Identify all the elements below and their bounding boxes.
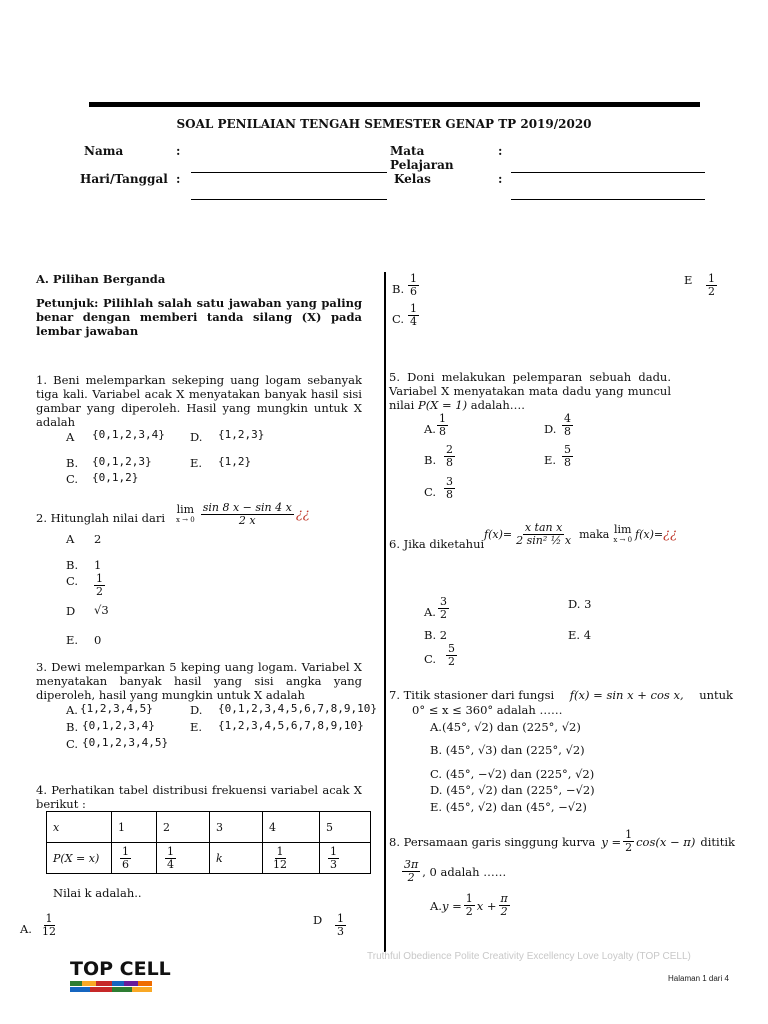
question-4-prompt: Nilai k adalah.. — [53, 886, 142, 900]
num: 1 — [276, 844, 284, 858]
den: 8 — [446, 456, 453, 469]
cell — [157, 843, 210, 874]
logo-graphic — [70, 955, 171, 995]
cell: 3 — [210, 812, 263, 843]
option-label: C. — [424, 652, 437, 666]
option-label: A. — [20, 922, 32, 936]
option-2c[interactable] — [92, 573, 107, 598]
option-label: E. — [66, 633, 79, 647]
column-divider — [384, 272, 386, 952]
q7-untuk: untuk — [699, 688, 733, 702]
option-7c[interactable]: C. (45°, −√2) dan (225°, √2) — [430, 767, 595, 781]
num: 3 — [446, 475, 453, 488]
lim-word: lim — [176, 502, 195, 516]
den: 12 — [273, 857, 287, 871]
q5-text: 5. Doni melakukan pelemparan sebuah dadu. Variabel X menyatakan mata dadu yang muncul nilai — [389, 370, 671, 412]
cell — [320, 843, 371, 874]
option-label: A. — [424, 422, 436, 436]
option-1c[interactable]: {0,1,2} — [92, 471, 139, 484]
distribution-table — [46, 811, 371, 874]
option-1e[interactable]: {1,2} — [218, 455, 252, 468]
table-row — [47, 843, 371, 874]
q8-y: y = — [601, 834, 622, 849]
den: 2 — [625, 841, 633, 854]
q7-fx: f(x) = sin x + cos x, — [569, 688, 684, 702]
q7-range: 0° ≤ x ≤ 360° adalah …… — [412, 703, 563, 717]
num: 1 — [45, 912, 53, 925]
lim-sub: x → 0 — [613, 535, 633, 544]
question-3: 3. Dewi melemparkan 5 keping uang logam. Variabel X menyatakan banyak hasil yang sisi angka yang diperoleh, hasil yang mungkin untuk X adalah — [36, 660, 362, 702]
option-label: C. — [424, 485, 437, 499]
question-8 — [389, 829, 735, 854]
den: 2 — [407, 871, 415, 884]
limit-expression — [176, 502, 310, 527]
option-3b[interactable]: {0,1,2,3,4} — [82, 719, 155, 732]
logo-text: TOP CELL — [70, 958, 171, 980]
question-1: 1. Beni melemparkan sekeping uang logam sebanyak tiga kali. Variabel acak X menyatakan banyak hasil sisi gambar yang diperoleh. Hasil yang mungkin untuk X adalah — [36, 373, 362, 429]
option-label: B. — [66, 456, 79, 470]
num: 2 — [446, 443, 453, 456]
top-rule — [89, 102, 700, 107]
q8-text: 8. Persamaan garis singgung kurva — [389, 834, 596, 849]
option-7a[interactable]: A.(45°, √2) dan (225°, √2) — [430, 720, 581, 734]
option-label: D — [66, 604, 76, 618]
num: π — [500, 892, 508, 905]
q8-point-tail: , 0 adalah …… — [422, 864, 507, 879]
q8-point — [400, 859, 506, 884]
option-7d[interactable]: D. (45°, √2) dan (225°, −√2) — [430, 783, 595, 797]
num: 1 — [625, 828, 633, 841]
option-5b[interactable] — [442, 444, 457, 469]
den: 4 — [167, 857, 174, 871]
option-label: D — [313, 913, 323, 927]
option-label: B. — [66, 720, 79, 734]
option-label: D. — [190, 430, 203, 444]
den: 2 — [440, 608, 447, 621]
question-4: 4. Perhatikan tabel distribusi frekuensi variabel acak X berikut : — [36, 783, 362, 811]
option-label: A. — [424, 605, 436, 619]
option-3d[interactable]: {0,1,2,3,4,5,6,7,8,9,10} — [218, 702, 377, 715]
hari-label: Hari/Tanggal — [80, 172, 168, 186]
option-5c[interactable] — [442, 476, 457, 501]
option-label: E. — [190, 456, 203, 470]
instruction: Petunjuk: Pilihlah salah satu jawaban yang paling benar dengan memberi tanda silang (X) pada lembar jawaban — [36, 296, 362, 338]
q5-tail: adalah…. — [470, 398, 525, 412]
cell: P(X = x) — [47, 843, 112, 874]
denominator: 2 sin² ½ x — [516, 534, 572, 547]
option-3c[interactable]: {0,1,2,3,4,5} — [82, 736, 169, 749]
option-label: A. — [66, 703, 78, 717]
den: 3 — [337, 925, 344, 938]
error-glyph: ¿¿ — [295, 507, 310, 522]
q8-cos: cos(x − π) — [636, 834, 696, 849]
fx-tail: f(x)= — [635, 528, 664, 541]
option-label: A — [66, 430, 75, 444]
option-4e[interactable] — [704, 273, 719, 298]
den: 2 — [96, 585, 103, 598]
num: 1 — [122, 844, 129, 858]
option-label: C. — [66, 472, 79, 486]
option-label: E. — [190, 720, 203, 734]
option-2d[interactable]: √3 — [94, 603, 109, 617]
num: 1 — [410, 302, 417, 315]
num: 4 — [564, 412, 571, 425]
num: 3 — [440, 595, 447, 608]
den: 8 — [446, 488, 453, 501]
numerator: x tan x — [524, 521, 563, 534]
cell: x — [47, 812, 112, 843]
num: 1 — [337, 912, 344, 925]
den: 8 — [439, 425, 446, 438]
option-5d[interactable] — [560, 413, 575, 438]
num: 1 — [439, 412, 446, 425]
den: 6 — [410, 285, 417, 298]
den: 12 — [42, 925, 56, 938]
option-7e[interactable]: E. (45°, √2) dan (45°, −√2) — [430, 800, 587, 814]
page-title: SOAL PENILAIAN TENGAH SEMESTER GENAP TP 2019/2020 — [176, 117, 592, 131]
option-1b[interactable]: {0,1,2,3} — [92, 455, 152, 468]
cell — [112, 843, 157, 874]
q5-prob: P(X = 1) — [417, 398, 468, 412]
den: 4 — [410, 315, 417, 328]
option-2b[interactable]: 1 — [94, 558, 102, 572]
colon: : — [498, 144, 503, 158]
den: 2 — [465, 905, 473, 918]
option-label: B. — [424, 453, 437, 467]
option-label: C. — [392, 312, 405, 326]
option-2a[interactable]: 2 — [94, 532, 102, 546]
num: 1 — [330, 844, 337, 858]
table-row — [47, 812, 371, 843]
colon: : — [176, 172, 181, 186]
nama-label: Nama — [84, 144, 124, 158]
option-label: B. — [66, 558, 79, 572]
option-6d[interactable]: D. 3 — [568, 597, 592, 611]
option-1d[interactable]: {1,2,3} — [218, 428, 265, 441]
page-number: Halaman 1 dari 4 — [668, 974, 729, 983]
question-6: 6. Jika diketahui — [389, 537, 485, 551]
option-4d[interactable] — [333, 913, 348, 938]
option-label: C. — [66, 737, 79, 751]
option-1a[interactable]: {0,1,2,3,4} — [92, 428, 165, 441]
num: 1 — [96, 572, 103, 585]
option-label: C. — [66, 574, 79, 588]
denominator: 2 x — [238, 514, 256, 527]
fx: f(x)= — [484, 528, 513, 541]
option-3a[interactable]: {1,2,3,4,5} — [80, 702, 153, 715]
section-heading: A. Pilihan Berganda — [36, 272, 166, 286]
num: 1 — [708, 272, 715, 285]
maka: maka — [579, 528, 610, 541]
mapel-field[interactable] — [511, 172, 705, 173]
cell: 5 — [320, 812, 371, 843]
q8-tail: dititik — [700, 834, 735, 849]
footer-tagline: Truthful Obedience Polite Creativity Excellency Love Loyalty (TOP CELL) — [367, 951, 691, 962]
hari-field[interactable] — [191, 199, 387, 200]
option-5e[interactable] — [560, 444, 575, 469]
num: 1 — [410, 272, 417, 285]
error-glyph: ¿¿ — [663, 527, 678, 542]
den: 2 — [500, 905, 508, 918]
question-2: 2. Hitunglah nilai dari — [36, 511, 166, 525]
option-6b[interactable]: B. 2 — [424, 628, 448, 642]
cell: 2 — [157, 812, 210, 843]
option-4b[interactable] — [406, 273, 421, 298]
num: 5 — [564, 443, 571, 456]
option-label: B. — [392, 282, 405, 296]
den: 6 — [122, 857, 129, 871]
num: 5 — [448, 642, 455, 655]
num: 1 — [167, 844, 174, 858]
nama-field[interactable] — [191, 172, 387, 173]
cell — [263, 843, 320, 874]
option-2e[interactable]: 0 — [94, 633, 102, 647]
q7-text: 7. Titik stasioner dari fungsi — [389, 688, 555, 702]
numerator: sin 8 x − sin 4 x — [202, 501, 292, 514]
mapel-label: Mata Pelajaran — [390, 144, 454, 172]
num: 1 — [465, 892, 473, 905]
q8a-y: y = — [441, 898, 462, 913]
colon: : — [176, 144, 181, 158]
option-label: A — [66, 532, 75, 546]
option-6a[interactable] — [436, 596, 451, 621]
option-6e[interactable]: E. 4 — [568, 628, 592, 642]
topcell-logo — [70, 955, 171, 999]
option-label: A. — [430, 898, 442, 913]
q6-expression — [484, 522, 677, 547]
den: 8 — [564, 425, 571, 438]
option-6c[interactable] — [444, 643, 459, 668]
option-5a[interactable] — [435, 413, 450, 438]
option-8a[interactable] — [430, 893, 512, 918]
kelas-field[interactable] — [511, 199, 705, 200]
q8a-x: x + — [476, 898, 497, 913]
den: 3 — [330, 857, 337, 871]
lim-word: lim — [613, 522, 632, 536]
num: 3π — [404, 858, 419, 871]
question-5 — [389, 370, 671, 412]
option-7b[interactable]: B. (45°, √3) dan (225°, √2) — [430, 743, 585, 757]
option-3e[interactable]: {1,2,3,4,5,6,7,8,9,10} — [218, 719, 364, 732]
option-label: E — [684, 273, 693, 287]
cell: 1 — [112, 812, 157, 843]
option-4a[interactable] — [38, 913, 60, 938]
colon: : — [498, 172, 503, 186]
lim-sub: x → 0 — [176, 515, 195, 524]
option-label: D. — [544, 422, 557, 436]
option-label: D. — [190, 703, 203, 717]
den: 8 — [564, 456, 571, 469]
den: 2 — [708, 285, 715, 298]
option-4c[interactable] — [406, 303, 421, 328]
option-label: E. — [544, 453, 557, 467]
kelas-label: Kelas — [394, 172, 431, 186]
cell: 4 — [263, 812, 320, 843]
question-7 — [389, 688, 733, 702]
den: 2 — [448, 655, 455, 668]
cell: k — [210, 843, 263, 874]
